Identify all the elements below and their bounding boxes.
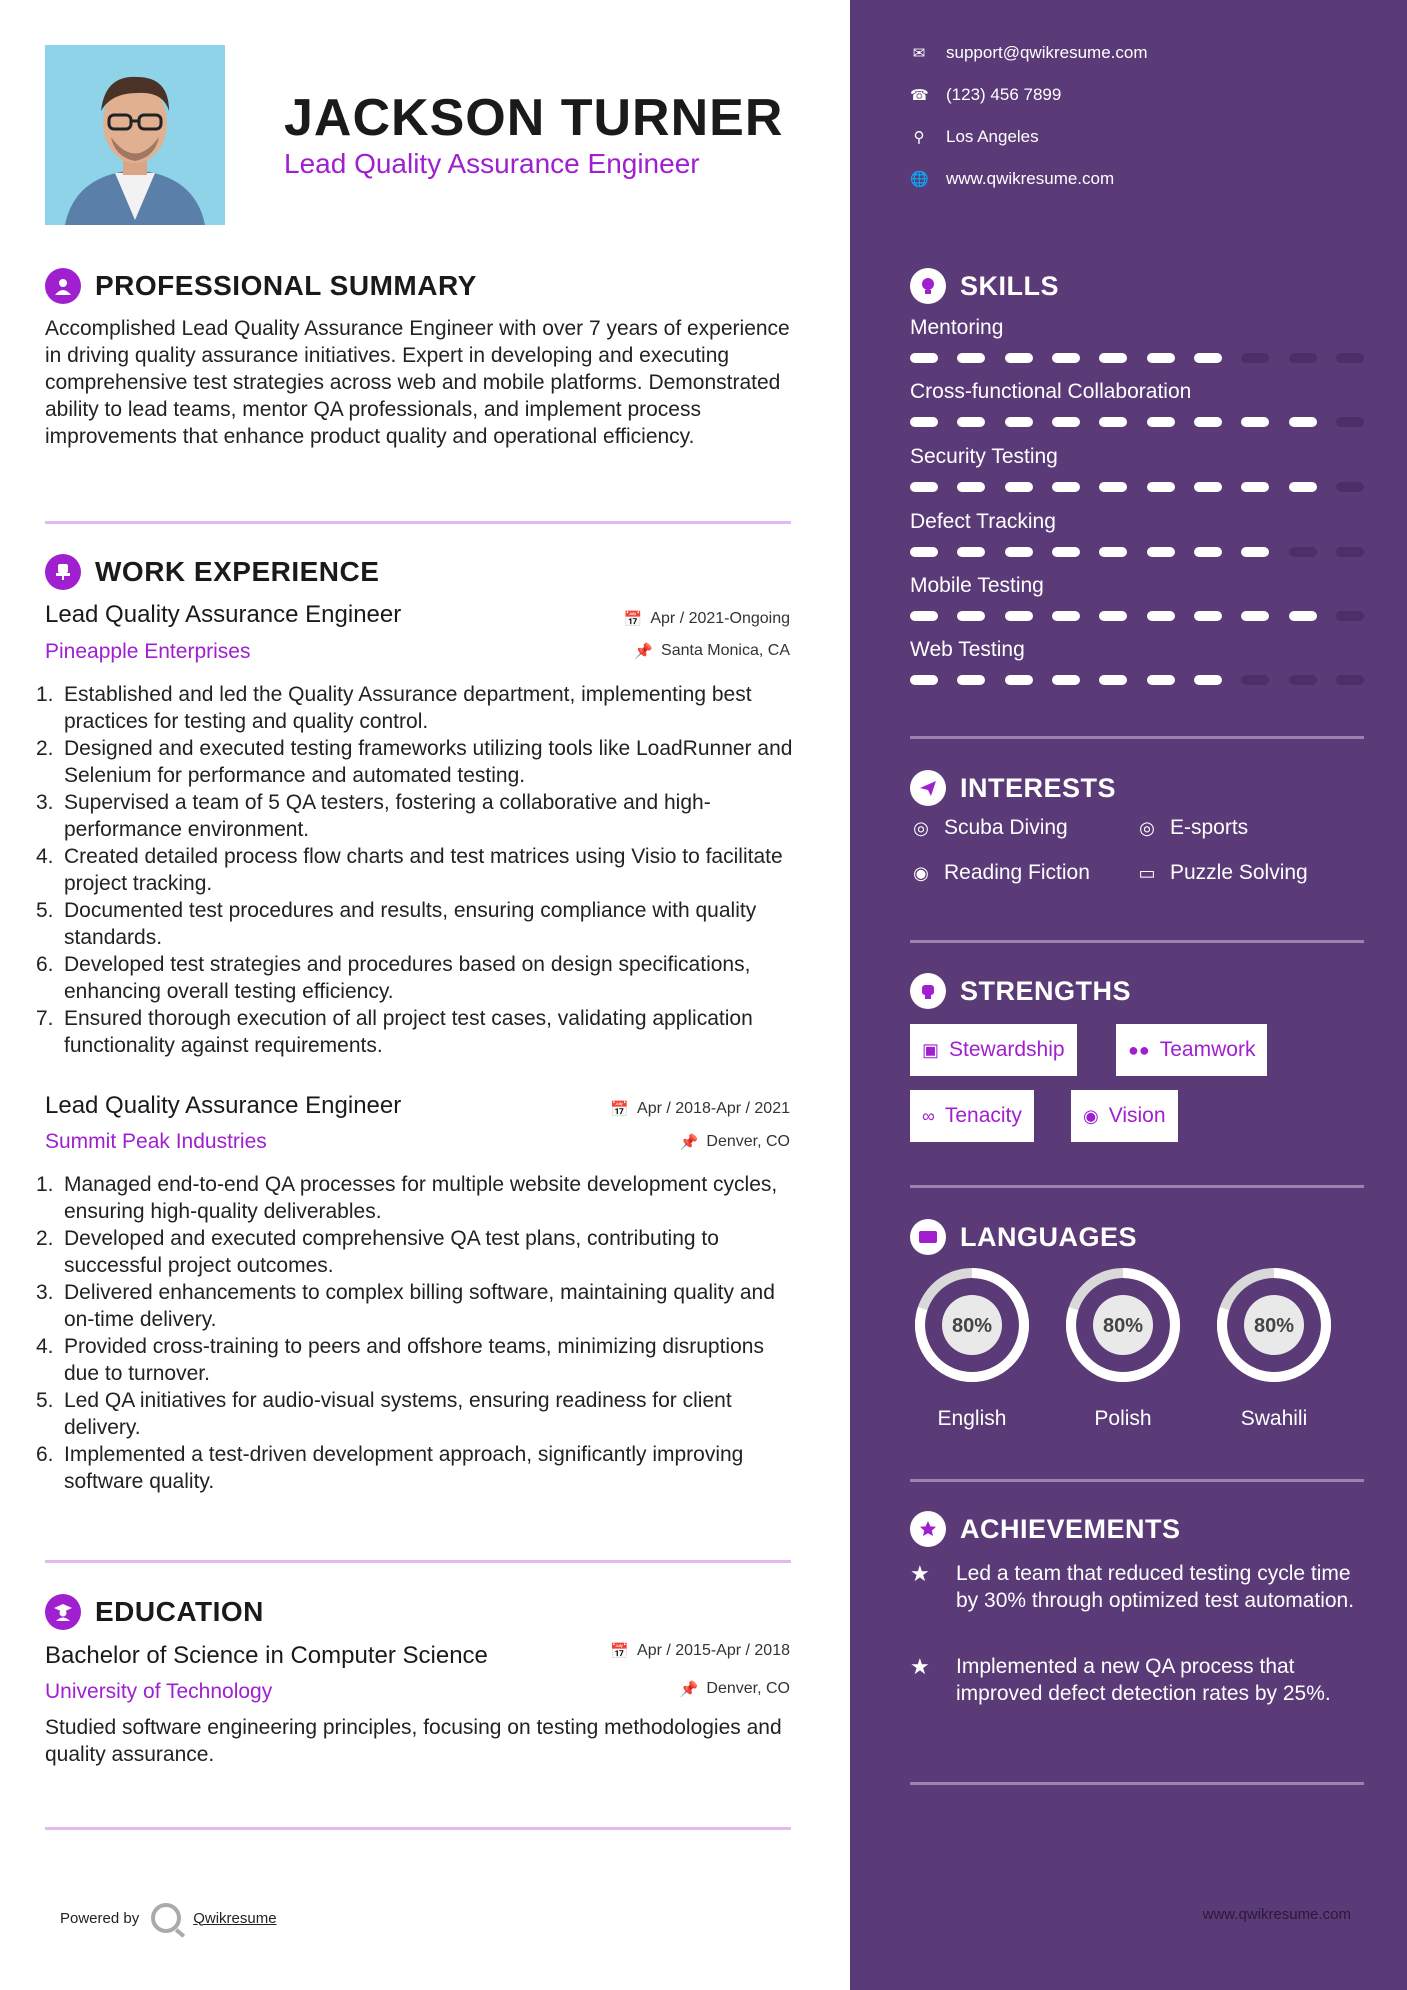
contact-email <box>910 43 1148 63</box>
skill-level-bar <box>910 417 1364 427</box>
skill-level-segment <box>1099 611 1127 621</box>
skill-level-segment <box>957 675 985 685</box>
skill-level-segment <box>1194 547 1222 557</box>
map-marker-icon: ⚲ <box>913 129 925 146</box>
star-icon: ★ <box>910 1561 930 1586</box>
summary-title: PROFESSIONAL SUMMARY <box>95 270 477 301</box>
calendar-icon: 📅 <box>610 1101 630 1118</box>
language-ring <box>910 1263 1034 1387</box>
skill-level-segment <box>910 482 938 492</box>
envelope-icon: ✉ <box>912 45 926 62</box>
language-percent: 80% <box>951 1315 993 1337</box>
skill-level-segment <box>957 417 985 427</box>
link-icon: ∞ <box>922 1105 935 1126</box>
skill-name: Mobile Testing <box>910 574 1044 597</box>
language-ring <box>1061 1263 1185 1387</box>
education-heading <box>45 1594 264 1630</box>
job-location-text: Santa Monica, CA <box>661 642 790 659</box>
achievements-title: ACHIEVEMENTS <box>960 1513 1181 1544</box>
sidebar-divider <box>910 1185 1364 1188</box>
skill-level-segment <box>1241 417 1269 427</box>
skill-level-segment <box>1099 417 1127 427</box>
skill-level-segment <box>1336 675 1364 685</box>
language-percent: 80% <box>1253 1315 1295 1337</box>
book-icon: ▭ <box>1138 862 1156 883</box>
skills-title: SKILLS <box>960 270 1060 301</box>
skill-level-segment <box>1194 417 1222 427</box>
skill-level-segment <box>1099 353 1127 363</box>
skill-level-segment <box>1194 482 1222 492</box>
bullet-number: 6. <box>36 1443 54 1466</box>
skills-heading <box>910 268 1059 304</box>
graduate-icon <box>45 1594 81 1630</box>
job-bullet <box>36 1387 796 1441</box>
skill-level-segment <box>1289 482 1317 492</box>
interest-item <box>1136 816 1248 840</box>
language-ring <box>1212 1263 1336 1387</box>
skill-level-segment <box>1336 547 1364 557</box>
email-text[interactable]: support@qwikresume.com <box>946 43 1148 62</box>
job-company: Pineapple Enterprises <box>45 640 251 663</box>
skill-level-segment <box>1194 611 1222 621</box>
strength-tag <box>1071 1090 1178 1142</box>
achievement-item <box>910 1653 1364 1707</box>
job-bullets <box>36 681 796 1059</box>
skill-level-segment <box>1147 482 1175 492</box>
skill-level-segment <box>910 547 938 557</box>
interest-item <box>1136 861 1308 885</box>
summary-heading <box>45 268 477 304</box>
profile-photo <box>45 45 225 225</box>
language-percent: 80% <box>1102 1315 1144 1337</box>
skill-level-segment <box>1241 547 1269 557</box>
pin-icon: 📌 <box>634 643 654 660</box>
achievement-item <box>910 1560 1364 1614</box>
interest-item <box>910 816 1068 840</box>
bullet-number: 5. <box>36 1389 54 1412</box>
skill-level-segment <box>957 353 985 363</box>
bullet-number: 3. <box>36 1281 54 1304</box>
job-date-text: Apr / 2021-Ongoing <box>650 610 790 627</box>
bullet-text: Led QA initiatives for audio-visual systems, ensuring readiness for client delivery. <box>64 1389 732 1439</box>
bullet-number: 4. <box>36 1335 54 1358</box>
skill-level-segment <box>910 353 938 363</box>
skill-level-bar <box>910 547 1364 557</box>
languages-title: LANGUAGES <box>960 1221 1138 1252</box>
skill-level-segment <box>1289 675 1317 685</box>
phone-icon: ☎ <box>910 87 929 104</box>
skill-level-segment <box>1099 482 1127 492</box>
candidate-title: Lead Quality Assurance Engineer <box>284 148 700 179</box>
language-name: Swahili <box>1240 1407 1308 1430</box>
calendar-icon: 📅 <box>623 611 643 628</box>
skill-name: Cross-functional Collaboration <box>910 380 1192 403</box>
qwikresume-link[interactable]: Qwikresume <box>193 1909 277 1927</box>
bullet-number: 7. <box>36 1007 54 1030</box>
skill-level-segment <box>1005 353 1033 363</box>
section-divider <box>45 1827 791 1830</box>
job-date <box>624 610 790 628</box>
bullet-text: Managed end-to-end QA processes for multiple website development cycles, ensuring high-quality deliverables. <box>64 1173 778 1223</box>
bullet-text: Provided cross-training to peers and offshore teams, minimizing disruptions due to turnover. <box>64 1335 764 1385</box>
sidebar-divider <box>910 1782 1364 1785</box>
bullet-text: Developed and executed comprehensive QA test plans, contributing to successful project outcomes. <box>64 1227 719 1277</box>
lifebuoy-icon: ◎ <box>1139 817 1155 838</box>
skill-level-segment <box>1336 482 1364 492</box>
education-location-text: Denver, CO <box>706 1680 790 1697</box>
language-item <box>910 1263 1034 1430</box>
powered-by-label: Powered by <box>60 1909 140 1927</box>
skill-name: Security Testing <box>910 445 1058 468</box>
work-title: WORK EXPERIENCE <box>95 556 380 587</box>
language-name: Polish <box>1094 1407 1152 1430</box>
skill-level-segment <box>1241 611 1269 621</box>
job-bullets <box>36 1171 796 1495</box>
strength-tag <box>1116 1024 1267 1076</box>
skill-name: Defect Tracking <box>910 510 1056 533</box>
job-location <box>680 1133 790 1151</box>
strength-tag <box>910 1024 1077 1076</box>
user-icon <box>45 268 81 304</box>
skill-level-segment <box>1005 611 1033 621</box>
interests-title: INTERESTS <box>960 772 1117 803</box>
bullet-text: Developed test strategies and procedures based on design specifications, enhancing overall testing efficiency. <box>64 953 751 1003</box>
summary-text: Accomplished Lead Quality Assurance Engineer with over 7 years of experience in driving quality assurance initiatives. Expert in developing and executing comprehensive test strategies across web and mobile platforms. Demonstrated ability to lead teams, mentor QA professionals, and implement process improvements that enhance product quality and operational efficiency. <box>45 317 790 448</box>
bullet-text: Delivered enhancements to complex billing software, maintaining quality and on-time delivery. <box>64 1281 775 1331</box>
skill-level-segment <box>1052 547 1080 557</box>
skill-level-bar <box>910 353 1364 363</box>
fist-icon <box>910 973 946 1009</box>
interest-item <box>910 861 1090 885</box>
job-bullet <box>36 897 796 951</box>
strength-label: Vision <box>1108 1104 1166 1127</box>
candidate-name: JACKSON TURNER <box>284 89 784 147</box>
sidebar-divider <box>910 736 1364 739</box>
skill-level-segment <box>1289 417 1317 427</box>
skill-level-segment <box>1336 611 1364 621</box>
school-name: University of Technology <box>45 1680 273 1703</box>
skill-level-segment <box>1147 547 1175 557</box>
job-bullet <box>36 1333 796 1387</box>
skill-level-segment <box>1241 675 1269 685</box>
phone-text: (123) 456 7899 <box>946 85 1062 104</box>
language-item <box>1212 1263 1336 1430</box>
skill-level-segment <box>1052 482 1080 492</box>
skill-level-bar <box>910 611 1364 621</box>
skill-level-segment <box>1147 675 1175 685</box>
location-text: Los Angeles <box>946 127 1039 146</box>
gamepad-icon: ◉ <box>913 862 929 883</box>
skill-level-segment <box>1194 353 1222 363</box>
job-bullet <box>36 843 796 897</box>
sidebar-divider <box>910 940 1364 943</box>
skill-level-segment <box>957 611 985 621</box>
bullet-text: Documented test procedures and results, ensuring compliance with quality standards. <box>64 899 757 949</box>
pin-icon: 📌 <box>679 1681 699 1698</box>
job-location-text: Denver, CO <box>706 1133 790 1150</box>
skill-level-segment <box>910 417 938 427</box>
job-location <box>634 642 790 660</box>
bullet-number: 2. <box>36 1227 54 1250</box>
bullet-number: 6. <box>36 953 54 976</box>
contact-location <box>910 127 1039 147</box>
users-icon: ●● <box>1128 1039 1150 1060</box>
skill-level-segment <box>957 547 985 557</box>
achievement-text: Led a team that reduced testing cycle time by 30% through optimized test automation. <box>956 1562 1355 1612</box>
powered-by <box>60 1903 277 1933</box>
skill-level-segment <box>957 482 985 492</box>
languages-heading <box>910 1219 1137 1255</box>
bullet-number: 1. <box>36 1173 54 1196</box>
sidebar <box>850 0 1407 1990</box>
skill-level-segment <box>910 611 938 621</box>
skill-level-segment <box>1147 417 1175 427</box>
skill-level-segment <box>1336 417 1364 427</box>
strengths-title: STRENGTHS <box>960 975 1132 1006</box>
contact-website <box>910 169 1114 189</box>
interest-label: Puzzle Solving <box>1170 861 1308 884</box>
interests-heading <box>910 770 1116 806</box>
skill-level-segment <box>1005 482 1033 492</box>
skill-level-segment <box>1147 353 1175 363</box>
chair-icon <box>45 554 81 590</box>
footer-url[interactable]: www.qwikresume.com <box>1202 1906 1351 1923</box>
job-bullet <box>36 1441 796 1495</box>
job-company: Summit Peak Industries <box>45 1130 267 1153</box>
interest-label: Scuba Diving <box>944 816 1068 839</box>
job-date-text: Apr / 2018-Apr / 2021 <box>637 1100 790 1117</box>
job-bullet <box>36 681 796 735</box>
bullet-number: 4. <box>36 845 54 868</box>
bullet-text: Implemented a test-driven development approach, significantly improving software quality. <box>64 1443 744 1493</box>
achievements-heading <box>910 1511 1181 1547</box>
skill-level-segment <box>1052 675 1080 685</box>
strength-tag <box>910 1090 1034 1142</box>
job-bullet <box>36 1225 796 1279</box>
binoculars-icon: ◉ <box>1083 1105 1099 1126</box>
strengths-heading <box>910 973 1131 1009</box>
section-divider <box>45 1560 791 1563</box>
education-title: EDUCATION <box>95 1596 264 1627</box>
skill-level-segment <box>1052 611 1080 621</box>
skill-level-segment <box>1241 482 1269 492</box>
skill-level-segment <box>1289 611 1317 621</box>
strength-label: Teamwork <box>1159 1038 1256 1061</box>
skill-name: Web Testing <box>910 638 1025 661</box>
job-bullet <box>36 951 796 1005</box>
language-item <box>1061 1263 1185 1430</box>
bullet-number: 3. <box>36 791 54 814</box>
job-bullet <box>36 1005 796 1059</box>
lightbulb-icon <box>910 268 946 304</box>
skill-level-segment <box>910 675 938 685</box>
job-bullet <box>36 789 796 843</box>
skill-level-bar <box>910 675 1364 685</box>
language-name: English <box>937 1407 1007 1430</box>
strength-label: Tenacity <box>944 1104 1022 1127</box>
education-text: Studied software engineering principles, focusing on testing methodologies and quality assurance. <box>45 1716 782 1766</box>
skill-level-segment <box>1336 353 1364 363</box>
skill-level-segment <box>1099 675 1127 685</box>
education-date-text: Apr / 2015-Apr / 2018 <box>637 1642 790 1659</box>
bullet-text: Supervised a team of 5 QA testers, fostering a collaborative and high-performance environment. <box>64 791 711 841</box>
interest-label: E-sports <box>1170 816 1249 839</box>
job-bullet <box>36 1171 796 1225</box>
lifebuoy-icon: ◎ <box>913 817 929 838</box>
skill-level-segment <box>1289 547 1317 557</box>
paper-plane-icon <box>910 770 946 806</box>
job-bullet <box>36 1279 796 1333</box>
skill-level-segment <box>1005 675 1033 685</box>
degree-title: Bachelor of Science in Computer Science <box>45 1642 488 1669</box>
skill-level-segment <box>1005 417 1033 427</box>
work-heading <box>45 554 379 590</box>
job-date <box>610 1100 790 1118</box>
globe-icon: 🌐 <box>910 171 929 188</box>
job-title: Lead Quality Assurance Engineer <box>45 601 402 628</box>
skill-level-segment <box>1147 611 1175 621</box>
bullet-number: 5. <box>36 899 54 922</box>
skill-level-segment <box>1005 547 1033 557</box>
job-bullet <box>36 735 796 789</box>
website-text[interactable]: www.qwikresume.com <box>946 169 1115 188</box>
bullet-text: Created detailed process flow charts and test matrices using Visio to facilitate project tracking. <box>64 845 783 895</box>
skill-name: Mentoring <box>910 316 1004 339</box>
contact-phone <box>910 85 1061 105</box>
qwikresume-logo-icon <box>151 1903 181 1933</box>
bullet-number: 2. <box>36 737 54 760</box>
star-badge-icon <box>910 1511 946 1547</box>
calendar-icon: 📅 <box>610 1643 630 1660</box>
job-title: Lead Quality Assurance Engineer <box>45 1092 402 1119</box>
education-date <box>610 1642 790 1660</box>
education-location <box>680 1680 790 1698</box>
skill-level-segment <box>1194 675 1222 685</box>
achievement-text: Implemented a new QA process that improved defect detection rates by 25%. <box>956 1655 1331 1705</box>
star-icon: ★ <box>910 1654 930 1679</box>
skill-level-segment <box>1052 353 1080 363</box>
pin-icon: 📌 <box>679 1134 699 1151</box>
section-divider <box>45 521 791 524</box>
strength-label: Stewardship <box>949 1038 1065 1061</box>
skill-level-segment <box>1099 547 1127 557</box>
bullet-text: Ensured thorough execution of all project test cases, validating application functionality against requirements. <box>64 1007 753 1057</box>
skill-level-segment <box>1241 353 1269 363</box>
bullet-text: Designed and executed testing frameworks utilizing tools like LoadRunner and Selenium for performance and automated testing. <box>64 737 793 787</box>
skill-level-segment <box>1289 353 1317 363</box>
sidebar-divider <box>910 1479 1364 1482</box>
skill-level-bar <box>910 482 1364 492</box>
interest-label: Reading Fiction <box>944 861 1090 884</box>
briefcase-icon: ▣ <box>922 1039 940 1060</box>
skill-level-segment <box>1052 417 1080 427</box>
translate-icon <box>910 1219 946 1255</box>
bullet-text: Established and led the Quality Assurance department, implementing best practices for testing and quality control. <box>64 683 752 733</box>
bullet-number: 1. <box>36 683 54 706</box>
